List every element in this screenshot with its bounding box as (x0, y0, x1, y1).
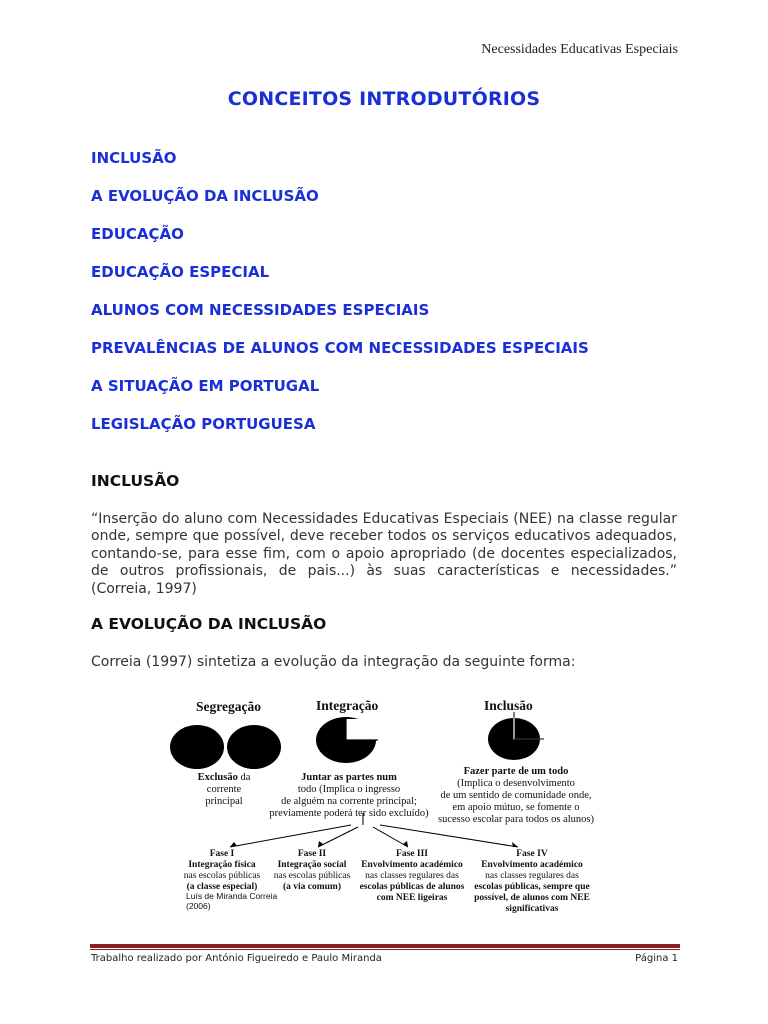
table-of-contents (91, 148, 589, 452)
toc-item-prevalencias[interactable]: PREVALÊNCIAS DE ALUNOS COM NECESSIDADES ESPECIAIS (91, 339, 589, 357)
segregation-circle-left (170, 725, 224, 769)
toc-item-educacao[interactable]: EDUCAÇÃO (91, 225, 184, 243)
caption-segregacao: Exclusão da corrente principal (197, 772, 251, 807)
arrow-fase-3 (373, 827, 408, 847)
phase-2: Fase II Integração social nas escolas públicas (a via comum) (273, 849, 351, 892)
phase-3: Fase III Envolvimento académico nas classes regulares das escolas públicas de alunos com NEE ligeiras (359, 849, 465, 903)
running-header: Necessidades Educativas Especiais (481, 42, 678, 57)
page-number: Página 1 (635, 953, 678, 964)
evolution-diagram (168, 692, 608, 924)
evolution-intro: Correia (1997) sintetiza a evolução da integração da seguinte forma: (91, 654, 576, 670)
toc-item-alunos-nee[interactable]: ALUNOS COM NECESSIDADES ESPECIAIS (91, 301, 430, 319)
phase-1: Fase I Integração física nas escolas públicas (a classe especial) (183, 849, 261, 892)
toc-item-legislacao[interactable]: LEGISLAÇÃO PORTUGUESA (91, 415, 316, 433)
segregation-circle-right (227, 725, 281, 769)
section-heading-inclusao: INCLUSÃO (91, 472, 180, 490)
toc-item-educacao-especial[interactable]: EDUCAÇÃO ESPECIAL (91, 263, 270, 281)
page-title: CONCEITOS INTRODUTÓRIOS (227, 88, 541, 110)
toc-item-evolucao[interactable]: A EVOLUÇÃO DA INCLUSÃO (91, 187, 319, 205)
toc-item-inclusao[interactable]: INCLUSÃO (91, 149, 177, 167)
footer-authors: Trabalho realizado por António Figueiredo e Paulo Miranda (91, 953, 382, 964)
toc-item-situacao-portugal[interactable]: A SITUAÇÃO EM PORTUGAL (91, 377, 320, 395)
diagram-author: Luís de Miranda Correia (2006) (186, 891, 278, 911)
caption-inclusao: Fazer parte de um todo (Implica o desenvolvimento de um sentido de comunidade onde, em apoio mútuo, se fomente o sucesso escolar para todos os alunos) (437, 766, 594, 825)
label-segregacao: Segregação (196, 699, 261, 714)
footer-rule (90, 944, 680, 948)
label-inclusao: Inclusão (484, 698, 533, 713)
footer-rule-thin (90, 949, 680, 950)
arrow-fase-4 (380, 825, 518, 847)
label-integracao: Integração (316, 698, 379, 713)
caption-integracao: Juntar as partes num todo (Implica o ingresso de alguém na corrente principal; previamente poderá ter sido excluído) (269, 772, 429, 819)
phase-4: Fase IV Envolvimento académico nas classes regulares das escolas públicas, sempre que possível, de alunos com NEE significativas (474, 849, 590, 914)
definition-paragraph: “Inserção do aluno com Necessidades Educativas Especiais (NEE) na classe regular onde, sempre que possível, deve receber todos os serviços educativos adequados, contando-se, para esse fim, com o apoio apropriado (de docentes especializados, de outros profissionais, de pais...) às suas características e necessidades.” (Correia, 1997) (91, 511, 677, 597)
section-heading-evolucao: A EVOLUÇÃO DA INCLUSÃO (91, 615, 327, 633)
integration-missing-part (346, 719, 378, 740)
arrow-fase-1 (230, 825, 351, 847)
